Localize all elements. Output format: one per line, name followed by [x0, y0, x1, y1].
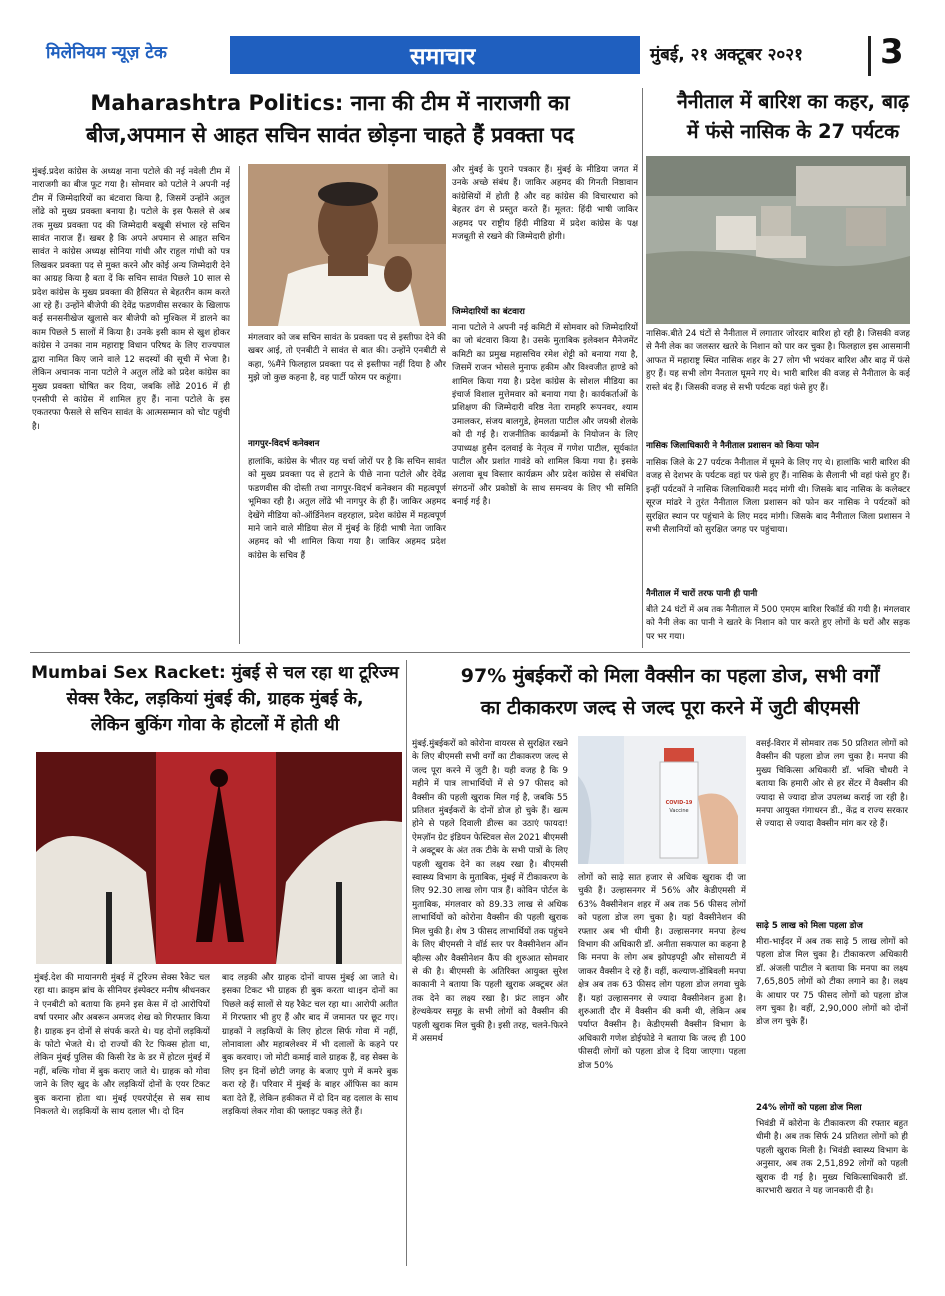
story4-sub1: साढ़े 5 लाख को मिला पहला डोज	[756, 921, 863, 931]
story4-col3b: मीरा-भाईंदर में अब तक साढ़े 5 लाख लोगों को पहला डोज मिल चुका है। टीकाकरण अधिकारी डॉ. अंजली पाटील ने बताया कि मनपा का लक्ष्य 7,65,805 लोगों को टीका लगाने का है। लक्ष्य के आधार पर 75 फीसद लोगों को पहला डोज लग चुका है। वहीं, 2,90,000 लोगों को दोनों डोज लग चुके हैं।	[756, 937, 908, 1028]
story4-vaccine-photo	[578, 736, 746, 864]
story2-flood-photo	[646, 156, 910, 324]
story3-headline-line2: सेक्स रैकेट, लड़कियां मुंबई की, ग्राहक मुंबई के,	[66, 689, 364, 709]
dateline: मुंबई, २१ अक्टूबर २०२१	[650, 45, 803, 65]
col-divider-3	[406, 660, 407, 1266]
story3-col2: बाद लड़की और ग्राहक दोनों वापस मुंबई आ जाते थे। इसका टिकट भी ग्राहक ही बुक करता था।इन दोनों का पिछले कई सालों से यह रैकेट चल रहा था। आरोपी अतीत में गिरफ्तार भी हुए हैं और बाद में जमानत पर छूट गए। ग्राहकों ने लड़कियों के लिए होटल सिर्फ गोवा में नहीं, लोनावाला और महाबलेश्वर में भी दलालों के कहने पर बुक करवाए। जो मोटी कमाई वाले ग्राहक हैं, वह सेक्स के लिए इन दिनों छोटी जगह के बजाए पुणे में कमरे बुक करा रहे हैं। परिवार में मुंबई के बाहर ऑफिस का काम बता देते हैं, लेकिन हकीकत में दो दिन वह दलाल के साथ लड़कियां लेकर गोवा की फ्लाइट पकड़ लेते हैं।	[222, 973, 398, 1118]
story2-headline-line1: नैनीताल में बारिश का कहर, बाढ़	[676, 90, 910, 113]
story3-headline-line1: Mumbai Sex Racket: मुंबई से चल रहा था टूरिज्म	[31, 663, 399, 683]
masthead-divider	[868, 36, 871, 76]
story4-sub2: 24% लोगों को पहला डोज मिला	[756, 1103, 862, 1113]
heels-silhouette-illustration	[36, 752, 402, 964]
row-divider	[30, 652, 910, 653]
story1-col1: मुंबई.प्रदेश कांग्रेस के अध्यक्ष नाना पटोले की नई नवेली टीम में नाराजगी का बीज फूट गया है। सोमवार को पटोले ने अपनी नई टीम में जिम्मेदारियों का बंटवारा किया है, जिसमें उन्होंने अतुल लोंढे को मुख्य प्रवक्ता बनाया है। पटोले के इस फैसले से अब तक मुख्य प्रवक्ता पद की जिम्मेदारी बखूबी संभाल रहे सचिन सावंत नाराज हैं। खबर है कि अपने अपमान से आहत सचिन सावंत ने कांग्रेस अध्यक्ष सोनिया गांधी और राहुल गांधी को पत्र लिखकर प्रवक्ता पद से मुक्त करने और कोई अन्य जिम्मेदारी देने का आग्रह किया है बता दें कि सचिन सावंत पिछले 10 साल से प्रदेश कांग्रेस के मुख्य प्रवक्ता की हैसियत से बेहतरीन काम करते आ रहे हैं। उन्होंने बीजेपी की देवेंद्र फडणवीस सरकार के खिलाफ कई सनसनीखेज खुलासे कर बीजेपी को मुश्किल में डालने का काम पिछले 5 सालों में किया है। उनके इसी काम से खुश होकर कांग्रेस ने उनका नाम महाराष्ट्र विधान परिषद के लिए राज्यपाल द्वारा नामित किए जाने वाले 12 सदस्यों की सूची में भेजा है। लेकिन अचानक नाना पटोले ने अतुल लोंढे को प्रदेश कांग्रेस का मुख्य प्रवक्ता घोषित कर दिया, जबकि लोंढे 2016 में ही एनसीपी से कांग्रेस में शामिल हुए हैं। नाना पटोले के इस एकतरफा फैसले से सचिन सावंत के आत्मसम्मान को चोट पहुंची है।	[32, 167, 230, 432]
masthead	[0, 0, 945, 82]
flood-scene-illustration	[646, 156, 910, 324]
story2-sub2: नैनीताल में चारों तरफ पानी ही पानी	[646, 589, 758, 599]
story3-col1: मुंबई.देश की मायानगरी मुंबई में टूरिज्म सेक्स रैकेट चल रहा था। क्राइम ब्रांच के सीनियर इंस्पेक्टर मनीष श्रीधनकर ने एनबीटी को बताया कि हमने इस केस में दो आरोपियों वर्षा परमार और अबरून अमजद शेख को गिरफ्तार किया है। ग्राहक इन दोनों से संपर्क करते थे। यह दोनों लड़कियों के फोटो भेजते थे। दो राज्यों की रेट फिक्स होता था, लेकिन मुंबई पुलिस की किसी रेड के डर में होटल मुंबई में नहीं, बल्कि गोवा में बुक कराए जाते थे। ग्राहक को गोवा जाने के लिए खुद के और लड़कियों दोनों के एयर टिकट बुक कराना होता था। मुंबई एयरपोर्ट्स से सब साथ निकलते थे। लड़कियों के साथ दलाल भी। दो दिन	[34, 973, 210, 1118]
story1-photo	[248, 164, 446, 326]
story2-sub1: नासिक जिलाधिकारी ने नैनीताल प्रशासन को किया फोन	[646, 441, 819, 451]
story4-headline-line1: 97% मुंबईकरों को मिला वैक्सीन का पहला डोज, सभी वर्गों	[460, 665, 880, 687]
story4-col2: लोगों को साढ़े सात हजार से अधिक खुराक दी जा चुकी हैं। उल्हासनगर में 56% और केडीएमसी में 63% वैक्सीनेशन शहर में अब तक 56 फीसद लोगों को पहला डोज लग चुका है। यहां वैक्सीनेशन की रफ्तार अब भी धीमी है। उल्हासनगर मनपा हेल्थ विभाग की अधिकारी डॉ. अनीता सकपाल का कहना है कि मनपा के लोग अब झोपड़पट्टी और सोसायटी में जाकर वैक्सीन दे रहे हैं। वहीं, कल्याण-डोंबिवली मनपा क्षेत्र अब तक 63 फीसद लोग पहला डोज लगवा चुके हैं। यहां उल्हासनगर से ज्यादा वैक्सीनेशन हुआ है। शुरुआती दौर में वैक्सीन की कमी थी, लेकिन अब पर्याप्त वैक्सीन है। केडीएमसी वैक्सीन विभाग के अधिकारी गणेश डोईफोडे ने बताया कि जल्द ही 100 फीसदी लोगों को पहला डोज दे दिया जाएगा। पहला डोज 50%	[578, 873, 746, 1071]
story4-col3: वसई-विरार में सोमवार तक 50 प्रतिशत लोगों को वैक्सीन की पहला डोज लग चुका है। मनपा की मुख्य चिकित्सा अधिकारी डॉ. भक्ति चौधरी ने बताया कि हमारी ओर से हर सेंटर में वैक्सीन की ज्यादा से ज्यादा डोज उपलब्ध कराई जा रही है। मनपा आयुक्त गंगाधरन डी., केंद्र व राज्य सरकार से ज्यादा से ज्यादा वैक्सीन मांग कर रहे हैं।	[756, 739, 908, 830]
section-title: समाचार	[410, 44, 476, 70]
story3-illustration	[36, 752, 402, 964]
story4-headline-line2: का टीकाकरण जल्द से जल्द पूरा करने में जुटी बीएमसी	[480, 697, 860, 719]
story1-headline-line1: Maharashtra Politics: नाना की टीम में नाराजगी का	[90, 91, 570, 115]
story1-col3b: नाना पटोले ने अपनी नई कमिटी में सोमवार को जिम्मेदारियों का जो बंटवारा किया है। उसके मुताबिक इलेक्शन मैनेजमेंट कमिटी का प्रमुख महासचिव रमेश शेट्टी को बनाया गया है, जिसमें राजन भोसले मुनाफ हकीम और विश्वजीत हाण्डे को शामिल किया गया है। प्रदेश कांग्रेस के सोशल मीडिया का इंचार्ज विशाल मुत्तेमवार को बनाया गया है। कार्यकर्ताओं के प्रशिक्षण की जिम्मेदारी वरिष्ठ नेता रामहरि रूपनवर, श्याम उमालकर, संजय बालगुडे, हेमलता पाटील और जयश्री शेलके को दी गई है। राजनीतिक कार्यक्रमों के नियोजन के लिए उपाध्यक्ष हुसैन दलवाई के नेतृत्व में गणेश पाटील, सूर्यकांत पाटील और प्रशांत गावंडे को शामिल किया गया है। इसके अलावा बूथ विस्तार कार्यक्रम और प्रदेश कांग्रेस से संबंधित संगठनों और प्रकोष्ठों के साथ समन्वय के लिए भी समिति बनाई गई है।	[452, 323, 638, 508]
story2-body2: नासिक जिले के 27 पर्यटक नैनीताल में घूमने के लिए गए थे। हालांकि भारी बारिश की वजह से देशभर के पर्यटक वहां पर फंसे हुए हैं। नासिक के सैलानी भी वहां फंसे हुए हैं। इन्हीं पर्यटकों ने नासिक जिलाधिकारी मदद मांगी थी। जिसके बाद नासिक के कलेक्टर सूरज मांढरे ने तुरंत नैनीताल जिला प्रशासन को फोन कर नासिक ने पर्यटकों को सुरक्षित स्थान पर पहुंचाने के लिए मदद मांगी। जिसके बाद नैनीताल जिला प्रशासन ने सभी सैलानियों को सुरक्षित जगह पर पहुंचाया।	[646, 458, 910, 536]
col-divider-1	[239, 166, 240, 644]
page-number: 3	[880, 32, 904, 72]
col-divider-2	[642, 88, 643, 648]
story1-col2b: हालांकि, कांग्रेस के भीतर यह चर्चा जोरों पर है कि सचिन सावंत को मुख्य प्रवक्ता पद से हटाने के पीछे नाना पटोले और देवेंद्र फडणवीस की दोस्ती तथा नागपुर-विदर्भ कनेक्शन की महत्वपूर्ण भूमिका रही है। अतुल लोंढे भी नागपुर के ही हैं। जाकिर अहमद देखेंगे मीडिया को-ऑर्डिनेशन वहरहाल, प्रदेश कांग्रेस में महत्वपूर्ण माने जाने वाले मीडिया सेल में मुंबई के हिंदी भाषी नेता जाकिर अहमद को भी शामिल किया गया है। जाकिर अहमद प्रदेश कांग्रेस के सचिव हैं	[248, 457, 446, 561]
story2-headline-line2: में फंसे नासिक के 27 पर्यटक	[686, 120, 900, 143]
story3-headline-line3: लेकिन बुकिंग गोवा के होटलों में होती थी	[90, 715, 340, 735]
vial-label-title: COVID-19	[665, 800, 693, 806]
story2-body3: बीते 24 घंटों में अब तक नैनीताल में 500 एमएम बारिश रिकॉर्ड की गयी है। मंगलवार को नैनी लेक का पानी ने खतरे के निशान को पार करते हुए लोगों के घरों और सड़क पर भर गया।	[646, 605, 910, 642]
story1-sub1: नागपुर-विदर्भ कनेक्शन	[248, 439, 320, 449]
story1-col2: मंगलवार को जब सचिन सावंत के प्रवक्ता पद से इस्तीफा देने की खबर आई, तो एनबीटी ने सावंत से बात की। उन्होंने एनबीटी से कहा, %मैंने फिलहाल प्रवक्ता पद से इस्तीफा नहीं दिया है और मुझे जो कुछ कहना है, वह पार्टी फोरम पर कहूंगा।	[248, 333, 446, 384]
story4-col3c: भिवंडी में कोरोना के टीकाकरण की रफ्तार बहुत धीमी है। अब तक सिर्फ 24 प्रतिशत लोगों को ही पहली खुराक मिली है। भिवंडी स्वास्थ्य विभाग के अनुसार, अब तक 2,51,892 लोगों को पहली खुराक दी गई है। मुख्य चिकित्साधिकारी डॉ. कारभारी खरात ने यह जानकारी दी है।	[756, 1119, 908, 1197]
vial-label-subtitle: Vaccine	[669, 808, 689, 814]
story1-col3: और मुंबई के पुराने पत्रकार हैं। मुंबई के मीडिया जगत में उनके अच्छे संबंध हैं। जाकिर अहमद की गिनती निष्ठावान कांग्रेसियों में होती है और वह कांग्रेस की विचारधारा को बेहतर ढंग से प्रस्तुत करते हैं। मूलत: हिंदी भाषी जाकिर अहमद पर राष्ट्रीय हिंदी मीडिया में प्रदेश कांग्रेस के पक्ष मजबूती से रखने की जिम्मेदारी होगी।	[452, 165, 638, 243]
paper-name: मिलेनियम न्यूज़ टेक	[46, 43, 167, 63]
story4-col1: मुंबई.मुंबईकरों को कोरोना वायरस से सुरक्षित रखने के लिए बीएमसी सभी वर्गों का टीकाकरण जल्द से जल्द पूरा करने में जुटी है। यही वजह है कि 9 महीने में पात्र लाभार्थियों में से 97 फीसद को वैक्सीन की पहली खुराक मिल गई है, जबकि 55 प्रतिशत मुंबईकरों के दोनों डोज हो चुके हैं। खत्म होने से पहले दिवाली डील्स का उठाएं फायदा! ऐमज़ॉन ग्रेट इंडियन फेस्टिवल सेल 2021 बीएमसी ने अक्टूबर के अंत तक टीके के सभी पात्रों के लिए पहली खुराक देने का लक्ष्य रखा है। बीएमसी स्वास्थ्य विभाग के मुताबिक, मुंबई में टीकाकरण के लिए 92.30 लाख लोग पात्र हैं। कोविन पोर्टल के मुताबिक, मंगलवार को 89.33 लाख से अधिक लाभार्थियों को कोरोना वैक्सीन की पहली खुराक मिल चुकी है। शेष 3 फीसद लाभार्थियों तक पहुंचने के लिए बीएमसी ने वॉर्ड स्तर पर वैक्सीनेशन ऑन व्हील्स और वैक्सीनेशन कैंप की शुरुआत सोमवार से की है। बीएमसी के अतिरिक्त आयुक्त सुरेश काकानी ने बताया कि पहली खुराक अक्टूबर अंत तक देने का लक्ष्य रखा है। फ्रंट लाइन और हेल्थकेयर समूह के सभी लोगों को वैक्सीन की पहली खुराक मिल चुकी है। इसी तरह, चलने-फिरने में असमर्थ	[412, 739, 568, 1044]
story1-headline-line2: बीज,अपमान से आहत सचिन सावंत छोड़ना चाहते हैं प्रवक्ता पद	[85, 123, 574, 147]
story2-body: नासिक.बीते 24 घंटों से नैनीताल में लगातार जोरदार बारिश हो रही है। जिसकी वजह से नैनी लेक का जलस्तर खतरे के निशान को पार कर चुका है। फिलहाल इस आसमानी आफत में महाराष्ट्र स्थित नासिक शहर के 27 लोग भी भयंकर बारिश और बाढ़ में फंसे हुए हैं। यह सभी लोग नैनताल घूमने गए थे। भारी बारिश की वजह से नैनीताल के कई रास्ते बंद हैं। जिसकी वजह से सभी पर्यटक वहां फंसे हुए हैं।	[646, 329, 910, 393]
story1-sub2: जिम्मेदारियों का बंटवारा	[452, 307, 525, 317]
politician-portrait-illustration	[248, 164, 446, 326]
